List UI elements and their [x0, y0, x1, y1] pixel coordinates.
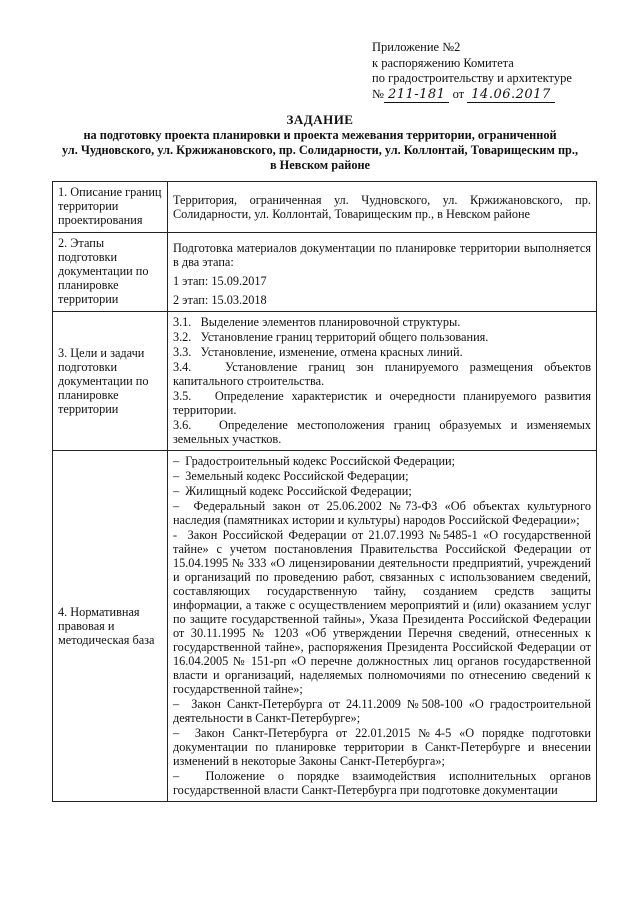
- appendix-number-line: [372, 87, 572, 104]
- row-label: 3. Цели и задачи подготовки документации по планировке территории: [53, 312, 168, 451]
- appendix-line-2: к распоряжению Комитета: [372, 55, 514, 70]
- table-row: [53, 312, 597, 451]
- title-line-1: на подготовку проекта планировки и проекта межевания территории, ограниченной: [83, 128, 557, 142]
- table-row: [53, 451, 597, 802]
- list-item: 3.3. Установление, изменение, отмена красных линий.: [172, 345, 463, 359]
- title-line-2: ул. Чудновского, ул. Кржижановского, пр. Солидарности, ул. Коллонтай, Товарищеским пр.,: [61, 143, 579, 157]
- list-item: – Федеральный закон от 25.06.2002 №73-ФЗ «Об объектах культурного наследия (памятниках истории и культуры) народов Российской Федерации»;: [172, 499, 591, 527]
- stages-intro: Подготовка материалов документации по планировке территории выполняется в два этапа:: [172, 241, 591, 269]
- task-table: [52, 181, 597, 802]
- list-item: 3.2. Установление границ территорий общего пользования.: [172, 330, 489, 344]
- row-content: [167, 312, 596, 451]
- row-label: 1. Описание границ территории проектирования: [53, 182, 168, 233]
- table-row: [53, 182, 597, 233]
- stage-2: 2 этап: 15.03.2018: [172, 293, 267, 307]
- list-item: 3.4. Установление границ зон планируемого размещения объектов капитального строительства.: [172, 360, 591, 388]
- list-item: – Закон Санкт-Петербурга от 24.11.2009 №508-100 «О градостроительной деятельности в Санкт-Петербурге»;: [172, 697, 591, 725]
- document-title: [0, 112, 640, 173]
- title-line-3: в Невском районе: [269, 158, 371, 172]
- row-content: [167, 451, 596, 802]
- list-item: 3.5. Определение характеристик и очередности планируемого развития территории.: [172, 389, 591, 417]
- row-content: Территория, ограниченная ул. Чудновского, ул. Кржижановского, пр. Солидарности, ул. Коллонтай, Товарищеским пр., в Невском районе: [167, 182, 596, 233]
- list-item: – Закон Санкт-Петербурга от 22.01.2015 №4-5 «О порядке подготовки документации по планировке территории в Санкт-Петербурге и внесении изменений в некоторые Законы Санкт-Петербурга»;: [172, 726, 591, 768]
- appendix-line-3: по градостроительству и архитектуре: [372, 71, 572, 85]
- table-row: [53, 233, 597, 312]
- row-label: 4. Нормативная правовая и методическая база: [53, 451, 168, 802]
- number-sign: №: [372, 86, 384, 101]
- from-label: от: [452, 86, 465, 101]
- list-item: – Градостроительный кодекс Российской Федерации;: [172, 454, 456, 468]
- order-date: 14.06.2017: [467, 87, 554, 104]
- list-item: – Положение о порядке взаимодействия исполнительных органов государственной власти Санкт-Петербурга при подготовке документации: [172, 769, 591, 797]
- appendix-line-1: Приложение №2: [372, 40, 461, 54]
- row-content: [167, 233, 596, 312]
- list-item: – Жилищный кодекс Российской Федерации;: [172, 484, 412, 498]
- list-item: 3.6. Определение местоположения границ образуемых и изменяемых земельных участков.: [172, 418, 591, 446]
- stage-1: 1 этап: 15.09.2017: [172, 274, 267, 288]
- list-item: – Земельный кодекс Российской Федерации;: [172, 469, 409, 483]
- title-main: ЗАДАНИЕ: [286, 112, 354, 127]
- row-label: 2. Этапы подготовки документации по планировке территории: [53, 233, 168, 312]
- appendix-block: [372, 40, 572, 103]
- list-item: - Закон Российской Федерации от 21.07.1993 №5485-1 «О государственной тайне» с учетом постановления Правительства Российской Федерации от 15.04.1995 № 333 «О лицензировании деятельности предприятий, учреждений и организаций по проведению работ, связанных с использованием сведений, составляющих государственную тайну, созданием средств защиты информации, а также с осуществлением мероприятий и (или) оказанием услуг по защите государственной тайны», Указа Президента Российской Федерации от 30.11.1995 № 1203 «Об утверждении Перечня сведений, отнесенных к государственной тайне», распоряжения Президента Российской Федерации от 16.04.2005 № 151-рп «О перечне должностных лиц органов государственной власти и организаций, наделяемых полномочиями по отнесению сведений к государственной тайне»;: [172, 528, 591, 696]
- order-number: 211-181: [384, 87, 450, 104]
- list-item: 3.1. Выделение элементов планировочной структуры.: [172, 315, 461, 329]
